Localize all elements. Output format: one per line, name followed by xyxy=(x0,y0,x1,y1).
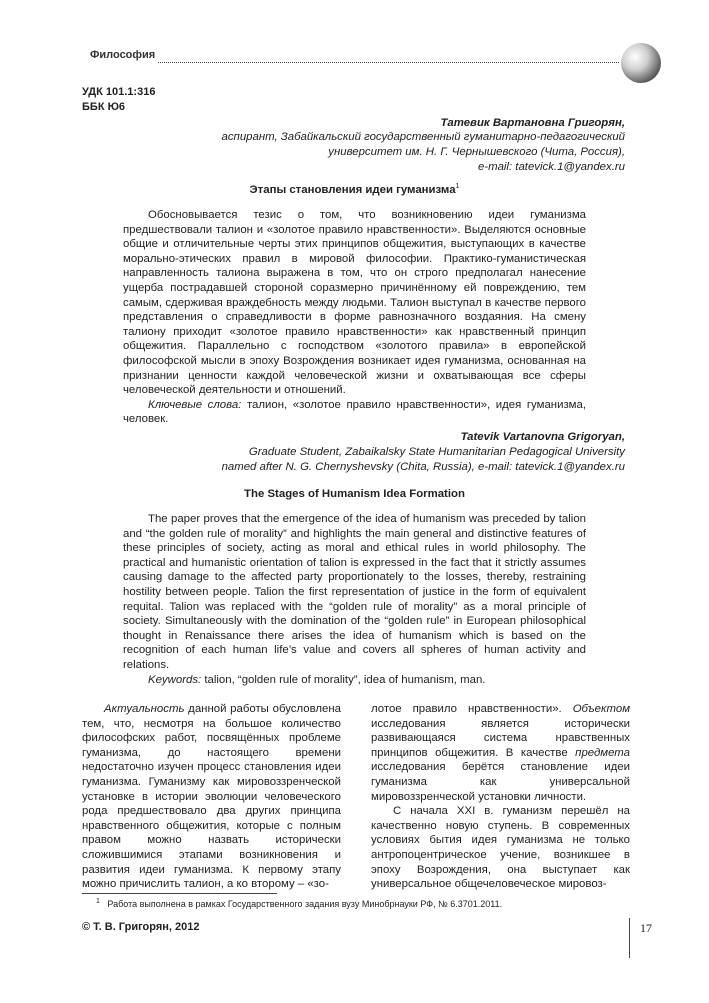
affiliation-line: Graduate Student, Zabaikalsky State Humanitarian Pedagogical University xyxy=(248,446,625,458)
affiliation-line: named after N. G. Chernyshevsky (Chita, Russia), e-mail: tatevick.1@yandex.ru xyxy=(221,461,625,473)
footnote xyxy=(96,898,502,909)
footnote-text: Работа выполнена в рамках Государственного задания вузу Минобрнауки РФ, № 6.3701.2011. xyxy=(107,899,503,909)
footnote-ref: 1 xyxy=(455,183,460,190)
abstract-ru xyxy=(123,208,586,427)
author-affiliation-ru xyxy=(222,130,625,175)
emphasis: Объектом xyxy=(572,703,630,715)
keywords-label: Keywords: xyxy=(148,673,202,686)
body-column-left xyxy=(82,702,341,892)
header-rule xyxy=(158,62,619,63)
author-affiliation-en xyxy=(222,445,625,475)
footnote-rule xyxy=(82,893,277,894)
body-paragraph xyxy=(371,702,630,804)
paragraph-text: лотое правило нравственности». xyxy=(371,703,573,715)
affiliation-line: университет им. Н. Г. Чернышевского (Чита, Россия), xyxy=(328,146,625,158)
body-paragraph xyxy=(82,702,341,892)
paragraph-text: исследования берётся становление идеи гуманизма как универсальной мировоззренческой установки личности. xyxy=(371,761,630,803)
author-name-ru: Татевик Вартановна Григорян, xyxy=(440,117,625,129)
emphasis: Актуальность xyxy=(104,703,185,715)
section-label: Философия xyxy=(90,49,156,61)
author-email-ru: e-mail: tatevick.1@yandex.ru xyxy=(477,161,625,173)
article-title-ru xyxy=(0,183,709,196)
footnote-mark: 1 xyxy=(96,898,100,905)
paragraph-text: данной работы обусловлена тем, что, несмотря на большое количество философских работ, посвящённых проблеме гуманизма, до настоящего времени недостаточно изучен процесс становления идеи гуманизма. Гуманизму как мировоззренческой установке в истории эволюции человеческого рода предшествовало два других принципа нравственного общежития, которые с полным правом можно назвать исторически сложившимися этапами возникновения и развития идеи гуманизма. К первому этапу можно причислить талион, а ко второму – «зо- xyxy=(82,703,341,891)
page-number-rule xyxy=(629,918,630,958)
abstract-en xyxy=(123,512,586,687)
abstract-text: The paper proves that the emergence of the idea of humanism was preceded by talion and “the golden rule of morality” and highlights the main general and distinctive features of these principles of society, acting as moral and ethical rules in world philosophy. The practical and humanistic orientation of talion is expressed in the fact that it strictly assumes causing damage to the affected party proportionately to the losses, thereby, restraining hostility between people. Talion the first representation of justice in the form of equivalent requital. Talion was replaced with the “golden rule of morality” as a moral principle of society. Simultaneously with the domination of the “golden rule” in European philosophical thought in Renaissance there arises the idea of humanism which is based on the recognition of each human life’s value and covers all spheres of human activity and relations. xyxy=(123,513,586,671)
article-title-en: The Stages of Humanism Idea Formation xyxy=(244,488,465,500)
title-text: Этапы становления идеи гуманизма xyxy=(249,183,456,196)
keywords-ru xyxy=(123,398,586,427)
author-name-en: Tatevik Vartanovna Grigoryan, xyxy=(460,431,625,443)
body-paragraph: С начала XXI в. гуманизм перешёл на качественно новую ступень. В современных условиях бытия идея гуманизма не только антропоцентрическое учение, возникшее в эпоху Возрождения, она выступает как универсальное общечеловеческое мировоз- xyxy=(371,805,630,891)
copyright: © Т. В. Григорян, 2012 xyxy=(82,921,200,933)
abstract-text: Обосновывается тезис о том, что возникновению идеи гуманизма предшествовали талион и «золотое правило нравственности». Выделяются основные общие и отличительные черты этих принципов общежития, выступающих в качестве морально-этических правил в мировой философии. Практико-гуманистическая направленность талиона выражена в том, что он строго предполагал нанесение ущерба пострадавшей стороной соразмерно причинённому ей повреждению, тем самым, сдерживая враждебность между людьми. Талион выступал в качестве первого представления о справедливости в форме равнозначного воздаяния. На смену талиону приходит «золотое правило нравственности» как нравственный принцип общежития. Параллельно с господством «золотого правила» в европейской философской мысли в эпоху Возрождения возникает идея гуманизма, основанная на признании ценности каждой человеческой жизни и охватывающая все сферы человеческой деятельности и отношений. xyxy=(123,209,586,397)
keywords-label: Ключевые слова: xyxy=(148,398,242,411)
body-column-right xyxy=(371,702,630,892)
keywords-text: талион, «золотое правило нравственности», идея гуманизма, человек. xyxy=(123,398,586,426)
page-number: 17 xyxy=(640,921,652,935)
emphasis: предмета xyxy=(575,746,630,759)
bbk-code: ББК Ю6 xyxy=(82,101,126,113)
header-decoration xyxy=(621,43,661,83)
keywords-en xyxy=(123,673,586,688)
affiliation-line: аспирант, Забайкальский государственный гуманитарно-педагогический xyxy=(221,131,625,143)
udk-code: УДК 101.1:316 xyxy=(82,86,156,98)
keywords-text: talion, “golden rule of morality”, idea of humanism, man. xyxy=(201,673,486,686)
paragraph-text: исследования является исторически развивающаяся система нравственных принципов общежития. В качестве xyxy=(371,717,630,759)
